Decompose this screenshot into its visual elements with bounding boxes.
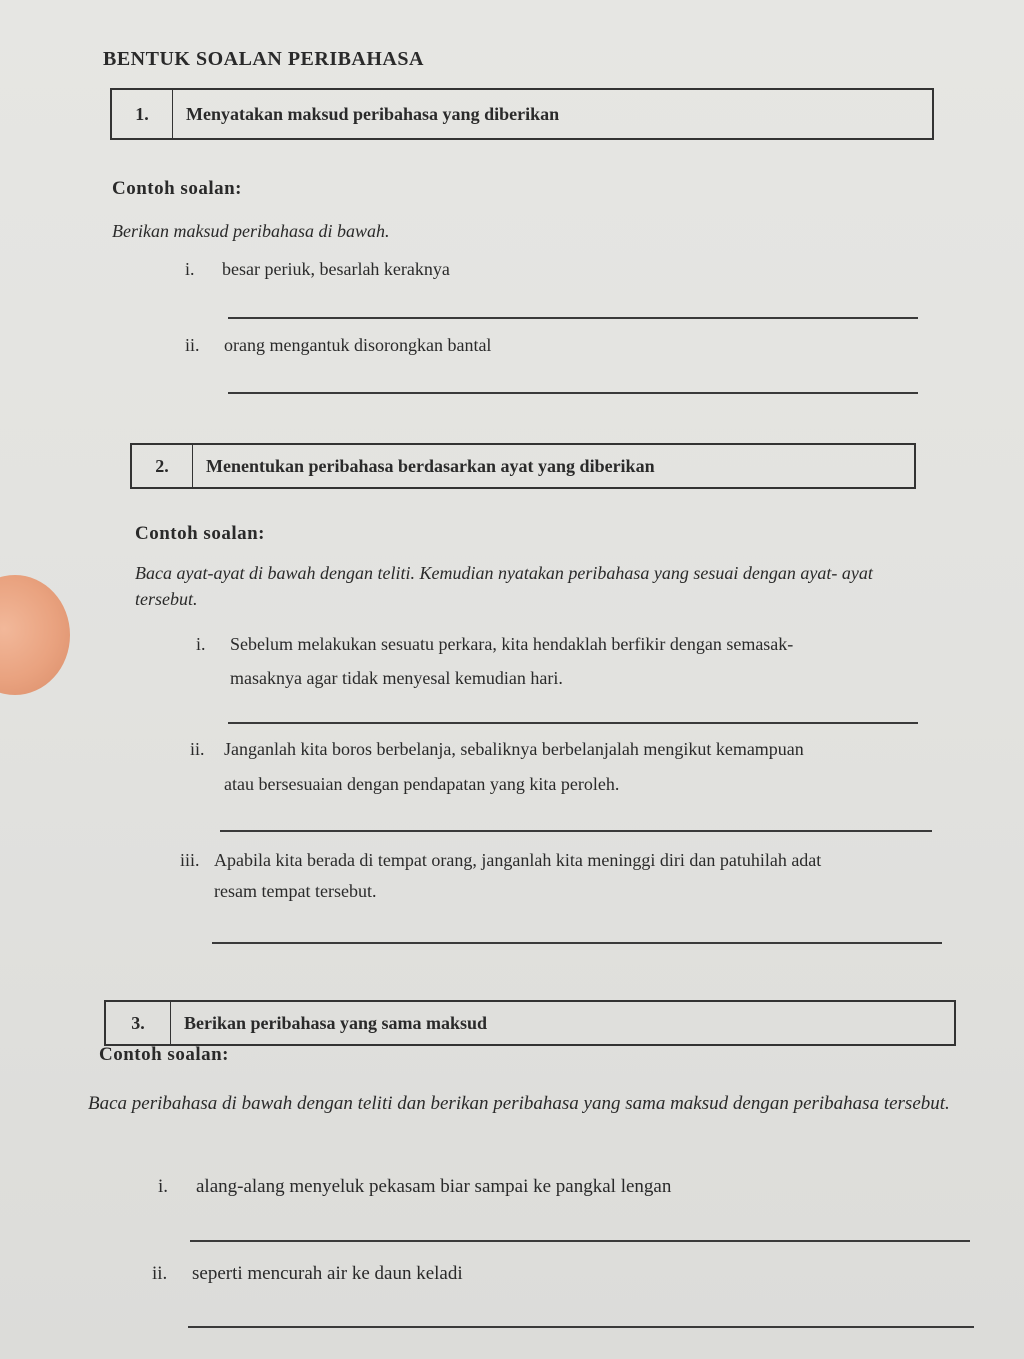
section-2-item-1-line2: masaknya agar tidak menyesal kemudian hari. <box>230 668 563 688</box>
section-2-instruction: Baca ayat-ayat di bawah dengan teliti. Kemudian nyatakan peribahasa yang sesuai dengan ayat- ayat tersebut. <box>135 563 873 609</box>
section-1-header-box <box>110 88 934 140</box>
answer-line <box>190 1240 970 1242</box>
section-2-item-2-line1: Janganlah kita boros berbelanja, sebaliknya berbelanjalah mengikut kemampuan <box>224 739 804 759</box>
section-2-title: Menentukan peribahasa berdasarkan ayat yang diberikan <box>206 455 655 476</box>
answer-line <box>228 317 918 319</box>
section-1-number: 1. <box>112 90 173 138</box>
section-1-title: Menyatakan maksud peribahasa yang diberikan <box>186 103 560 124</box>
section-2-item-2-label: ii. <box>190 739 205 759</box>
section-1-item-2-label: ii. <box>185 335 200 355</box>
section-3-item-1-label: i. <box>158 1176 169 1197</box>
section-3-header-box <box>104 1000 956 1046</box>
answer-line <box>188 1326 974 1328</box>
section-2-item-2-line2: atau bersesuaian dengan pendapatan yang kita peroleh. <box>224 774 620 794</box>
section-3-title: Berikan peribahasa yang sama maksud <box>184 1012 488 1033</box>
section-3-number: 3. <box>106 1002 171 1044</box>
section-3-item-1-text: alang-alang menyeluk pekasam biar sampai ke pangkal lengan <box>196 1176 672 1197</box>
section-2-header-box <box>130 443 916 489</box>
answer-line <box>220 830 932 832</box>
section-1-item-2-text: orang mengantuk disorongkan bantal <box>224 335 492 355</box>
answer-line <box>228 392 918 394</box>
section-2-item-1-line1: Sebelum melakukan sesuatu perkara, kita hendaklah berfikir dengan semasak- <box>230 634 794 654</box>
section-1-item-1-text: besar periuk, besarlah keraknya <box>222 259 450 279</box>
section-3-item-2-label: ii. <box>152 1263 168 1284</box>
section-2-number: 2. <box>132 445 193 487</box>
section-1-example-label: Contoh soalan: <box>112 178 242 199</box>
answer-line <box>212 942 942 944</box>
page-title: BENTUK SOALAN PERIBAHASA <box>103 48 424 70</box>
section-2-item-3-label: iii. <box>180 850 200 870</box>
section-2-item-1-label: i. <box>196 634 206 654</box>
answer-line <box>228 722 918 724</box>
section-2-item-3-line2: resam tempat tersebut. <box>214 881 377 901</box>
section-3-example-label: Contoh soalan: <box>99 1044 229 1065</box>
section-3-item-2-text: seperti mencurah air ke daun keladi <box>192 1263 463 1284</box>
section-2-example-label: Contoh soalan: <box>135 523 265 544</box>
section-1-instruction: Berikan maksud peribahasa di bawah. <box>112 221 390 241</box>
section-2-item-3-line1: Apabila kita berada di tempat orang, janganlah kita meninggi diri dan patuhilah adat <box>214 850 822 870</box>
section-1-item-1-label: i. <box>185 259 195 279</box>
section-3-instruction: Baca peribahasa di bawah dengan teliti dan berikan peribahasa yang sama maksud dengan peribahasa tersebut. <box>88 1093 950 1114</box>
